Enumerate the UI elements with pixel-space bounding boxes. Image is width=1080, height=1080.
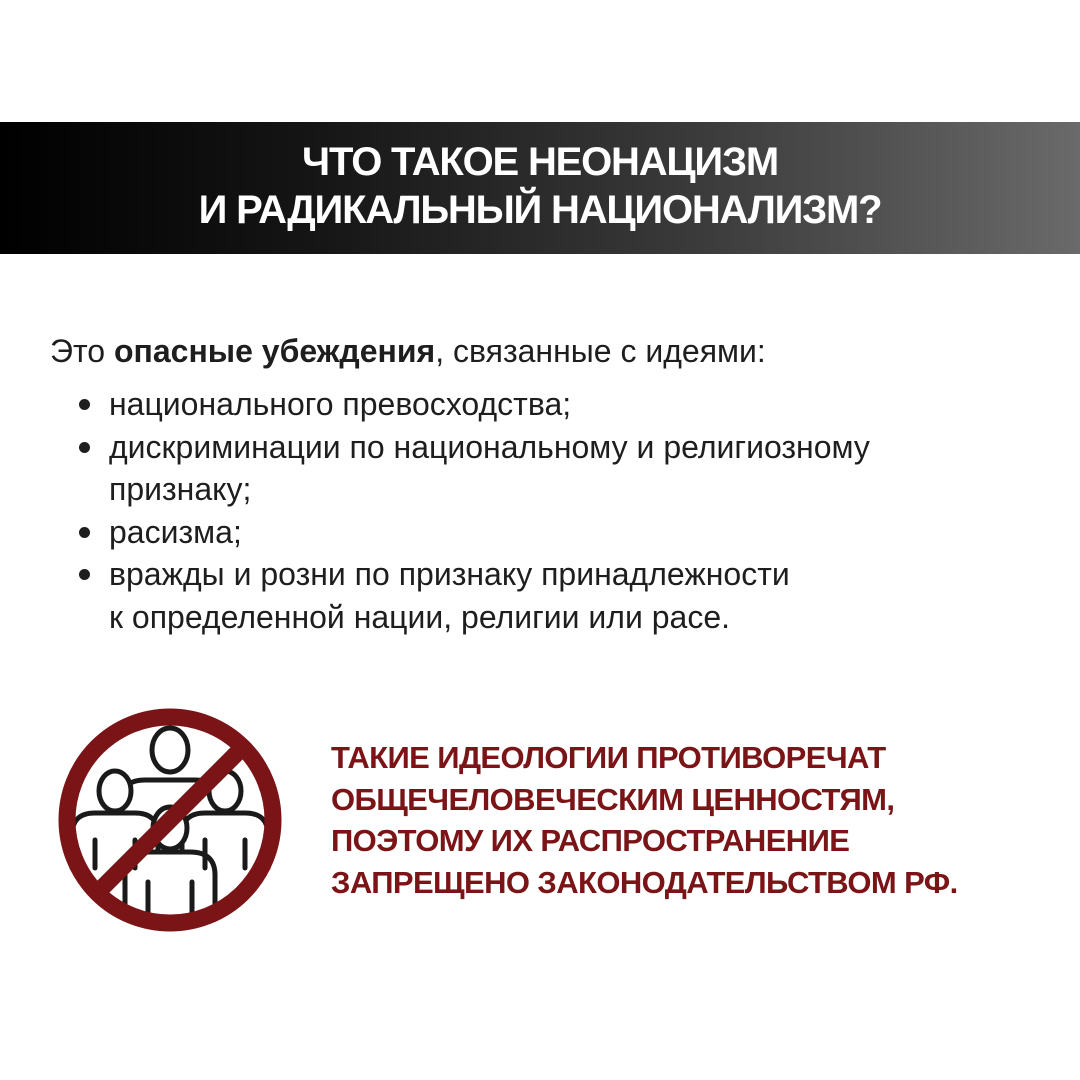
title-line-1: ЧТО ТАКОЕ НЕОНАЦИЗМ (302, 140, 778, 184)
list-item (78, 383, 870, 426)
ideas-list (78, 383, 870, 638)
bullet-dot-icon (79, 399, 90, 410)
list-item (78, 426, 870, 511)
list-item-line: национального превосходства; (109, 386, 572, 422)
warning-line: ПОЭТОМУ ИХ РАСПРОСТРАНЕНИЕ (331, 823, 850, 858)
list-item-line: расизма; (109, 513, 242, 550)
intro-text (50, 330, 766, 372)
intro-prefix: Это (50, 333, 114, 369)
intro-bold: опасные убеждения (113, 333, 436, 369)
list-item (78, 511, 870, 554)
warning-line: ЗАПРЕЩЕНО ЗАКОНОДАТЕЛЬСТВОМ РФ. (331, 864, 958, 900)
list-item (78, 553, 870, 638)
person-back-head-icon (152, 728, 188, 772)
bullet-dot-icon (79, 527, 90, 538)
bullet-dot-icon (79, 442, 90, 453)
prohibited-people-icon (50, 700, 290, 940)
warning-text (331, 737, 958, 903)
title-banner (0, 122, 1080, 254)
list-item-line: к определенной нации, религии или расе. (109, 598, 730, 635)
list-item-line: дискриминации по национальному и религиозному (109, 428, 870, 465)
list-item-line: вражды и розни по признаку принадлежности (109, 556, 790, 592)
title-line-2: И РАДИКАЛЬНЫЙ НАЦИОНАЛИЗМ? (198, 188, 882, 232)
person-left-head-icon (99, 771, 131, 811)
warning-line: ОБЩЕЧЕЛОВЕЧЕСКИМ ЦЕННОСТЯМ, (331, 781, 895, 817)
intro-suffix: , связанные с идеями: (435, 333, 766, 369)
warning-line: ТАКИЕ ИДЕОЛОГИИ ПРОТИВОРЕЧАТ (331, 740, 886, 775)
list-item-line: признаку; (109, 471, 252, 507)
bullet-dot-icon (79, 569, 90, 580)
